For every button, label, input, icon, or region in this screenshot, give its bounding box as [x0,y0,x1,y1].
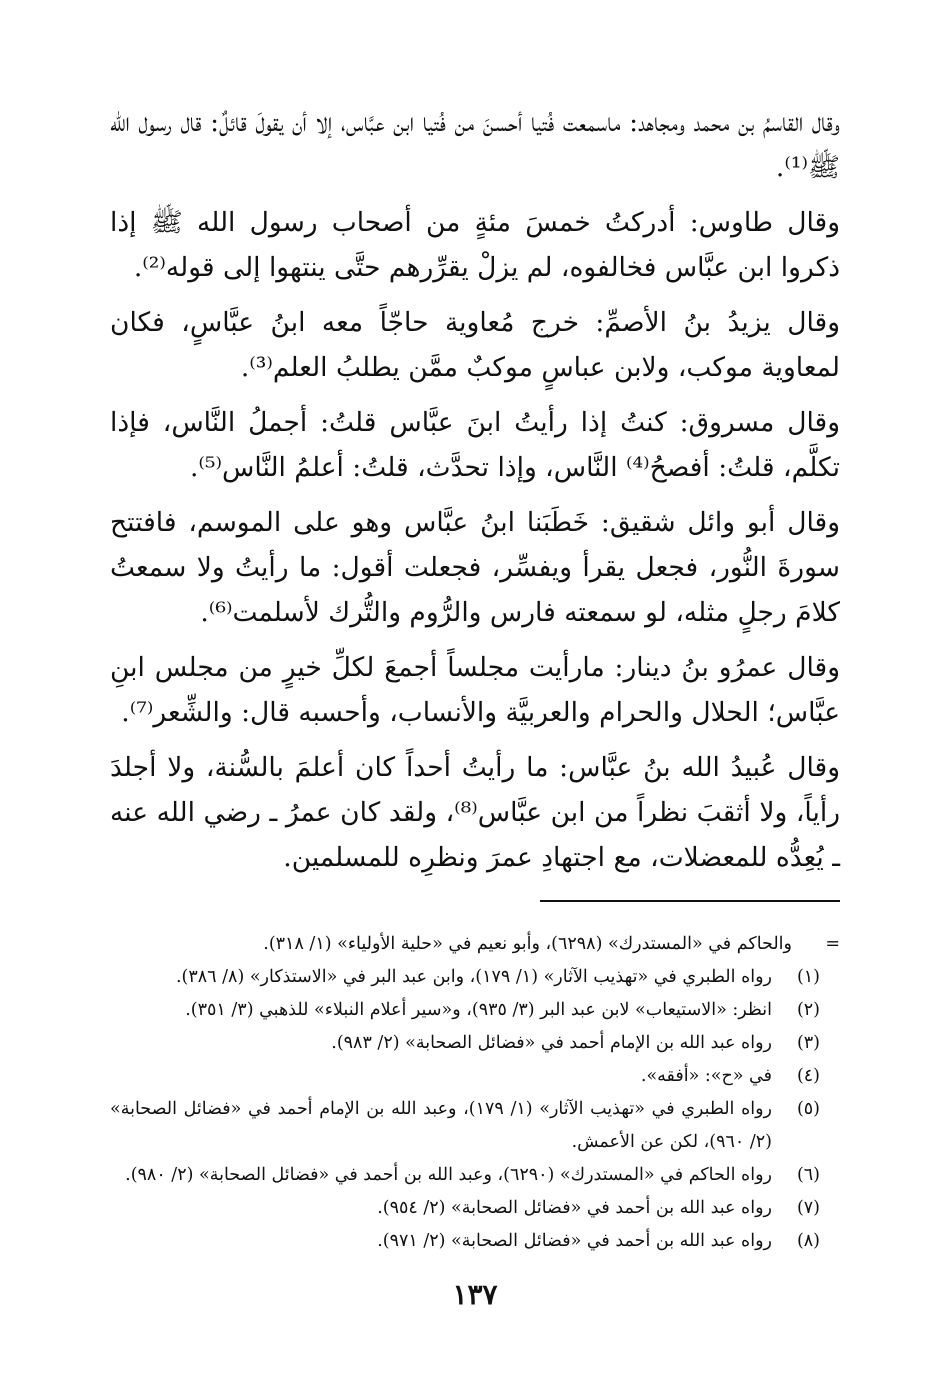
footnote-number: = [825,934,840,954]
footnote [110,1159,820,1192]
book-page [110,100,840,1350]
footnote-number: (٣) [796,1033,820,1053]
footnote-text: رواه عبد الله بن أحمد في «فضائل الصحابة» (٢/ ٩٧١). [377,1231,772,1251]
footnote-text: رواه الطبري في «تهذيب الآثار» (١/ ١٧٩)، وعبد الله بن الإمام أحمد في «فضائل الصحابة» (٢/ ٩٦٠)، لكن عن الأعمش. [110,1099,773,1152]
footnote-text: والحاكم في «المستدرك» (٦٢٩٨)، وأبو نعيم في «حلية الأولياء» (١/ ٣١٨). [263,934,792,954]
footnote-text: في «ح»: «أفقه». [640,1066,772,1086]
paragraph: وقال عمرُو بنُ دينار: مارأيت مجلساً أجمعَ لكلِّ خيرٍ من مجلس ابنِ عبَّاس؛ الحلال والحرام والعربيَّة والأنساب، وأحسبه قال: والشِّعر⁽⁷⁾. [110,652,840,728]
paragraph: وقال يزيدُ بنُ الأصمِّ: خرج مُعاوية حاجّاً معه ابنُ عبَّاسٍ، فكان لمعاوية موكب، ولابن عباسٍ موكبٌ ممَّن يطلبُ العلم⁽³⁾. [110,307,840,383]
paragraph: وقال القاسمُ بن محمد ومجاهد: ماسمعت فُتيا أحسنَ من فُتيا ابن عبَّاس، إلا أن يقولَ قائلٌ: قال رسول الله ﷺ⁽¹⁾. [110,107,840,183]
footnotes [110,928,840,1258]
footnote-continuation [110,928,840,961]
footnote [110,961,820,994]
footnote-text: رواه الطبري في «تهذيب الآثار» (١/ ١٧٩)، وابن عبد البر في «الاستذكار» (٨/ ٣٨٦). [175,967,772,987]
footnote [110,994,820,1027]
footnote-number: (٤) [796,1066,820,1086]
footnote [110,1027,820,1060]
footnote [110,1093,820,1159]
paragraph: وقال طاوس: أدركتُ خمسَ مئةٍ من أصحاب رسول الله ﷺ إذا ذكروا ابن عبَّاس فخالفوه، لم يزلْ يقرِّرهم حتَّى ينتهوا إلى قوله⁽²⁾. [110,207,840,283]
footnote-text: رواه عبد الله بن أحمد في «فضائل الصحابة» (٢/ ٩٥٤). [377,1198,772,1218]
footnote-number: (٢) [796,1000,820,1020]
footnote-separator [540,900,840,902]
footnote-number: (٥) [796,1099,820,1119]
footnote-number: (٨) [796,1231,820,1251]
paragraph: وقال أبو وائل شقيق: خَطَبَنا ابنُ عبَّاس وهو على الموسم، فافتتح سورةَ النُّور، فجعل يقرأ ويفسِّر، فجعلت أقول: ما رأيتُ ولا سمعتُ كلامَ رجلٍ مثله، لو سمعته فارس والرُّوم والتُّرك لأسلمت⁽⁶⁾. [110,507,840,628]
footnote-text: رواه الحاكم في «المستدرك» (٦٢٩٠)، وعبد الله بن أحمد في «فضائل الصحابة» (٢/ ٩٨٠). [125,1165,772,1185]
footnote-number: (١) [796,967,820,987]
footnote [110,1192,820,1225]
footnote-text: انظر: «الاستيعاب» لابن عبد البر (٣/ ٩٣٥)، و«سير أعلام النبلاء» للذهبي (٣/ ٣٥١). [185,1000,772,1020]
footnote-number: (٦) [796,1165,820,1185]
footnote-text: رواه عبد الله بن الإمام أحمد في «فضائل الصحابة» (٢/ ٩٨٣). [331,1033,772,1053]
footnote [110,1060,820,1093]
paragraph: وقال مسروق: كنتُ إذا رأيتُ ابنَ عبَّاس قلتُ: أجملُ النَّاس، فإذا تكلَّم، قلتُ: أفصحُ⁽⁴⁾ النَّاس، وإذا تحدَّث، قلتُ: أعلمُ النَّاس⁽⁵⁾. [110,407,840,483]
footnote [110,1225,820,1258]
paragraph: وقال عُبيدُ الله بنُ عبَّاس: ما رأيتُ أحداً كان أعلمَ بالسُّنة، ولا أجلدَ رأياً، ولا أثقبَ نظراً من ابن عبَّاس⁽⁸⁾، ولقد كان عمرُ ـ رضي الله عنه ـ يُعِدُّه للمعضلات، مع اجتهادِ عمرَ ونظرِه للمسلمين. [110,752,840,873]
footnote-number: (٧) [796,1198,820,1218]
main-text [110,100,840,880]
page-number: ١٣٧ [452,1278,498,1311]
